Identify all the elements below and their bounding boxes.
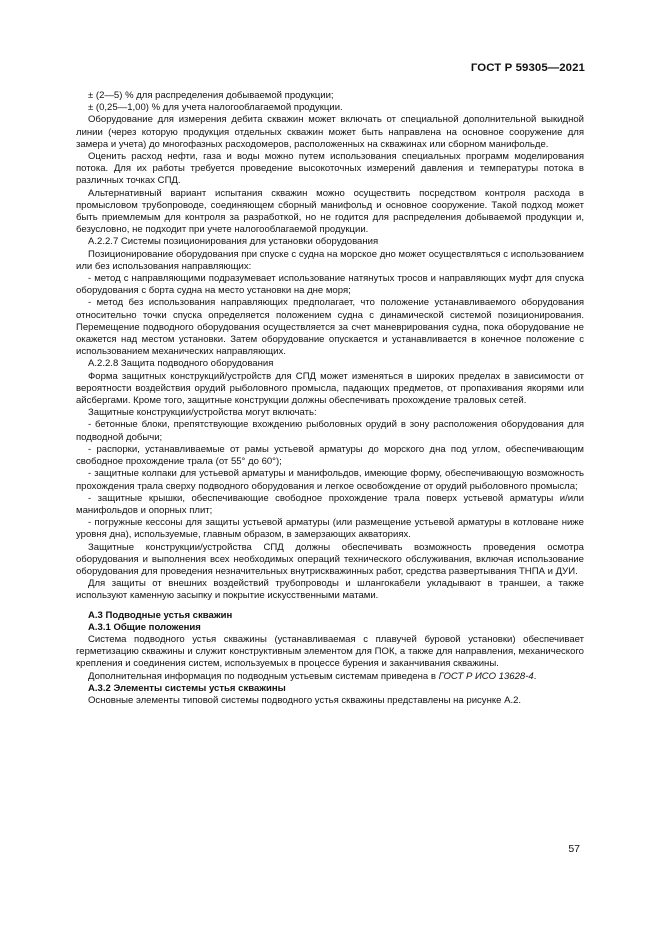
paragraph: Оценить расход нефти, газа и воды можно путем использования специальных программ моделирования потока. Для их работы требуется проведение высокоточных измерений давления и температуры потока в различных точках СПД. xyxy=(76,151,584,187)
page-body xyxy=(76,90,584,707)
paragraph: Основные элементы типовой системы подводного устья скважины представлены на рисунке А.2. xyxy=(88,694,522,706)
paragraph: Оборудование для измерения дебита скважин может включать от специальной дополнительной выкидной линии (через которую продукция отдельных скважин может быть направлена на основное сооружение для замера и учета) до многофазных расходомеров, расположенных на скважинах или сборном манифольде. xyxy=(76,114,584,150)
paragraph: ± (0,25—1,00) % для учета налогооблагаемой продукции. xyxy=(88,102,343,114)
page-number: 57 xyxy=(568,843,580,855)
list-item: - погружные кессоны для защиты устьевой арматуры (или размещение устьевой арматуры в котловане ниже уровня дна), используемые, главным образом, в замерзающих акваториях. xyxy=(76,517,584,541)
list-item: - защитные крышки, обеспечивающие свободное прохождение трала поверх устьевой арматуры и/или манифольдов и опорных плит; xyxy=(76,492,584,516)
section-heading: А.3 Подводные устья скважин xyxy=(88,609,233,621)
paragraph: Позиционирование оборудования при спуске с судна на морское дно может осуществляться с использованием или без использования направляющих: xyxy=(76,248,584,272)
paragraph: Система подводного устья скважины (устанавливаемая с плавучей буровой установки) обеспечивает герметизацию скважины и служит конструктивным элементом для ПОК, а также для направления, механического крепления и соединения систем, используемых в процессе бурения и заканчивания скважины. xyxy=(76,633,584,670)
standard-reference: ГОСТ Р ИСО 13628-4 xyxy=(438,670,534,682)
subsection-heading: А.2.2.7 Системы позиционирования для установки оборудования xyxy=(88,236,379,248)
paragraph: Форма защитных конструкций/устройств для СПД может изменяться в широких пределах в зависимости от вероятности воздействия орудий рыболовного промысла, падающих предметов, от пропахивания якорями или айсбергами. Кроме того, защитные конструкции должны обеспечивать прохождение траловых сетей. xyxy=(76,370,584,407)
paragraph: Защитные конструкции/устройства могут включать: xyxy=(88,407,317,419)
list-item: - распорки, устанавливаемые от рамы устьевой арматуры до морского дна под углом, обеспечивающим свободное прохождение трала (от 55° до 60°); xyxy=(76,443,584,468)
paragraph: Защитные конструкции/устройства СПД должны обеспечивать возможность проведения осмотра оборудования и выполнения всех необходимых операций технического обслуживания, включая использование оборудования для проведения незначительных внутрискважинных работ, средства развертывания ТНПА и ДУИ. xyxy=(76,541,584,577)
subsection-heading: А.3.2 Элементы системы устья скважины xyxy=(88,682,286,694)
paragraph-reference xyxy=(76,671,584,683)
list-item: - бетонные блоки, препятствующие вхождению рыболовных орудий в зону расположения оборудования для подводной добычи; xyxy=(76,419,584,443)
list-item: - метод без использования направляющих предполагает, что положение устанавливаемого оборудования относительно точки спуска определяется положением судна с динамической системой позиционирования. Перемещение подводного оборудования осуществляется за счет маневрирования судна, пока оборудование не окажется над местом установки. Затем оборудование опускается и устанавливается в конечное положение с использованием механических направляющих. xyxy=(76,297,584,358)
reference-suffix: . xyxy=(533,670,537,682)
document-id: ГОСТ Р 59305—2021 xyxy=(470,62,585,74)
list-item: - метод с направляющими подразумевает использование натянутых тросов и направляющих муфт для спуска оборудования с борта судна на место установки на дне моря; xyxy=(76,273,584,297)
subsection-heading: А.2.2.8 Защита подводного оборудования xyxy=(88,358,274,370)
paragraph: Для защиты от внешних воздействий трубопроводы и шлангокабели укладывают в траншеи, а также используют каменную засыпку и покрытие искусственными матами. xyxy=(76,578,584,602)
list-item: - защитные колпаки для устьевой арматуры и манифольдов, имеющие форму, обеспечивающую возможность прохождения трала сверху подводного оборудования и легкое освобождение от орудий рыболовного промысла; xyxy=(76,468,584,492)
paragraph: ± (2—5) % для распределения добываемой продукции; xyxy=(88,90,334,101)
reference-prefix: Дополнительная информация по подводным устьевым системам приведена в xyxy=(88,670,439,682)
subsection-heading: А.3.1 Общие положения xyxy=(88,621,201,633)
paragraph: Альтернативный вариант испытания скважин можно осуществить посредством контроля расхода в промысловом трубопроводе, соединяющем сборный манифольд и основное сооружение. Такой подход может быть приемлемым для контроля за разработкой, но не годится для распределения добываемой продукции и, безусловно, не подходит при учете налогооблагаемой продукции. xyxy=(76,187,584,236)
